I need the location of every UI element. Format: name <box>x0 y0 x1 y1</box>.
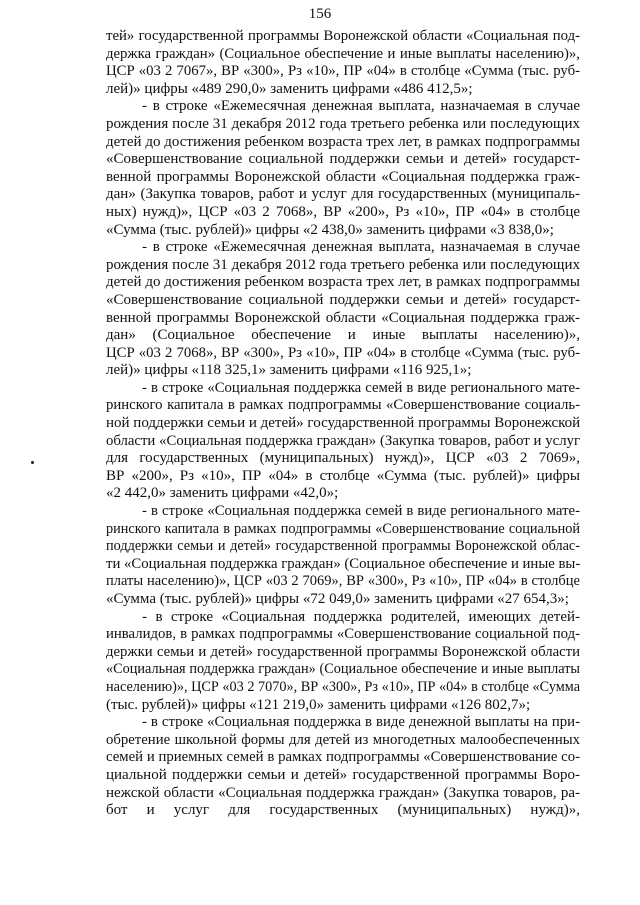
text-line: - в строке «Ежемесячная денежная выплата, назначаемая в случае <box>142 239 580 256</box>
text-line: венной программы Воронежской области «Социальная поддержка граж- <box>106 168 580 185</box>
text-line: лей)» цифры «489 290,0» заменить цифрами «486 412,5»; <box>106 80 473 97</box>
text-line: дан» (Закупка товаров, работ и услуг для государственных (муниципаль- <box>106 186 580 203</box>
text-line: для государственных (муниципальных) нужд)», ЦСР «03 2 7069», <box>106 450 580 467</box>
text-line: дан» (Социальное обеспечение и иные выплаты населению)», <box>106 327 580 344</box>
text-line: - в строке «Ежемесячная денежная выплата, назначаемая в случае <box>142 98 580 115</box>
text-line: детей до достижения ребенком возраста трех лет, в рамках подпрограммы <box>106 274 580 291</box>
text-line: лей)» цифры «118 325,1» заменить цифрами «116 925,1»; <box>106 362 472 379</box>
text-line: ЦСР «03 2 7068», ВР «300», Рз «10», ПР «04» в столбце «Сумма (тыс. руб- <box>106 344 580 361</box>
text-line: «Сумма (тыс. рублей)» цифры «2 438,0» заменить цифрами «3 838,0»; <box>106 221 554 238</box>
text-line: семей и приемных семей в рамках подпрограммы «Совершенствование со- <box>106 749 580 766</box>
text-line: области «Социальная поддержка граждан» (Закупка товаров, работ и услуг <box>106 432 580 449</box>
text-line: - в строке «Социальная поддержка в виде денежной выплаты на при- <box>142 714 580 731</box>
text-line: венной программы Воронежской области «Социальная поддержка граж- <box>106 309 580 326</box>
text-line: ти «Социальная поддержка граждан» (Социальное обеспечение и иные вы- <box>106 555 580 572</box>
body-text <box>106 28 580 820</box>
text-line: ных) нужд)», ЦСР «03 2 7068», ВР «200», Рз «10», ПР «04» в столбце <box>106 203 580 220</box>
text-line: циальной поддержки семьи и детей» государственной программы Воро- <box>106 766 580 783</box>
text-line: бот и услуг для государственных (муниципальных) нужд)», <box>106 802 580 819</box>
page-number: 156 <box>308 6 332 22</box>
margin-mark <box>31 461 34 464</box>
text-line: поддержки семьи и детей» государственной программы Воронежской облас- <box>106 538 580 555</box>
text-line: населению)», ЦСР «03 2 7070», ВР «300», Рз «10», ПР «04» в столбце «Сумма <box>106 678 580 695</box>
text-line: - в строке «Социальная поддержка семей в виде регионального мате- <box>142 379 580 396</box>
text-line: «2 442,0» заменить цифрами «42,0»; <box>106 485 339 502</box>
text-line: рождения после 31 декабря 2012 года третьего ребенка или последующих <box>106 115 580 132</box>
text-line: «Совершенствование социальной поддержки семьи и детей» государст- <box>106 151 580 168</box>
text-line: инвалидов, в рамках подпрограммы «Совершенствование социальной под- <box>106 626 580 643</box>
text-line: «Социальная поддержка граждан» (Социальное обеспечение и иные выплаты <box>106 661 580 678</box>
text-line: нежской области «Социальная поддержка граждан» (Закупка товаров, ра- <box>106 784 580 801</box>
text-line: - в строке «Социальная поддержка семей в виде регионального мате- <box>142 503 580 520</box>
text-line: ринского капитала в рамках подпрограммы «Совершенствование социальной <box>106 520 580 537</box>
text-line: ринского капитала в рамках подпрограммы «Совершенствование социаль- <box>106 397 580 414</box>
text-line: держки семьи и детей» государственной программы Воронежской области <box>106 643 580 660</box>
text-line: детей до достижения ребенком возраста трех лет, в рамках подпрограммы <box>106 133 580 150</box>
text-line: - в строке «Социальная поддержка родителей, имеющих детей- <box>142 608 580 625</box>
text-line: ной поддержки семьи и детей» государственной программы Воронежской <box>106 415 580 432</box>
text-line: держка граждан» (Социальное обеспечение и иные выплаты населению)», <box>106 45 580 62</box>
text-line: ЦСР «03 2 7067», ВР «300», Рз «10», ПР «04» в столбце «Сумма (тыс. руб- <box>106 63 580 80</box>
text-line: тей» государственной программы Воронежской области «Социальная под- <box>106 28 580 44</box>
text-line: (тыс. рублей)» цифры «121 219,0» заменить цифрами «126 802,7»; <box>106 696 531 713</box>
text-line: рождения после 31 декабря 2012 года третьего ребенка или последующих <box>106 256 580 273</box>
text-line: платы населению)», ЦСР «03 2 7069», ВР «300», Рз «10», ПР «04» в столбце <box>106 573 580 590</box>
text-line: «Совершенствование социальной поддержки семьи и детей» государст- <box>106 291 580 308</box>
text-line: «Сумма (тыс. рублей)» цифры «72 049,0» заменить цифрами «27 654,3»; <box>106 591 569 607</box>
text-line: ВР «200», Рз «10», ПР «04» в столбце «Сумма (тыс. рублей)» цифры <box>106 467 580 484</box>
text-line: обретение школьной формы для детей из многодетных малообеспеченных <box>106 731 580 748</box>
